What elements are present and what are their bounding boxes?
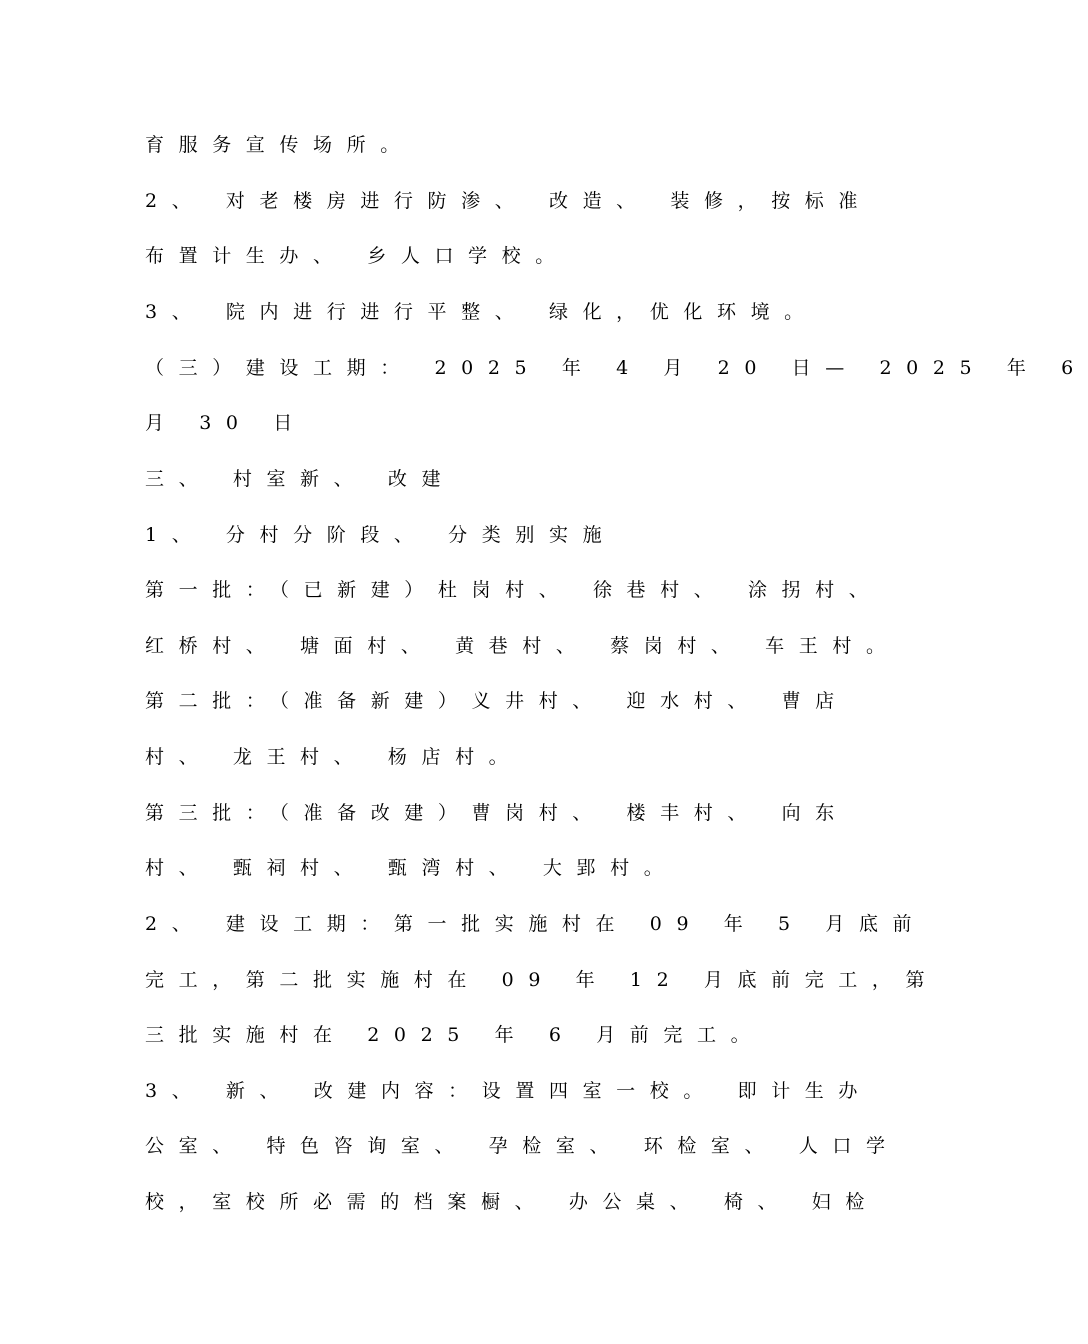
text-line-20: 校，室校所必需的档案橱、 办公桌、 椅、 妇检 <box>145 1191 879 1213</box>
text-line-9: 第一批：（已新建）杜岗村、 徐巷村、 涂拐村、 <box>145 579 883 601</box>
text-line-1: 育服务宣传场所。 <box>145 134 414 156</box>
text-line-16: 完工，第二批实施村在 09 年 12 月底前完工，第 <box>145 969 940 991</box>
text-line-18: 3、 新、 改建内容：设置四室一校。 即计生办 <box>145 1080 873 1102</box>
text-line-13: 第三批：（准备改建）曹岗村、 楼丰村、 向东 <box>145 802 849 824</box>
text-line-4: 3、 院内进行进行平整、 绿化，优化环境。 <box>145 301 818 323</box>
text-line-5: （三）建设工期： 2025 年 4 月 20 日— 2025 年 6 <box>145 357 1088 379</box>
text-line-12: 村、 龙王村、 杨店村。 <box>145 746 523 768</box>
text-line-11: 第二批：（准备新建）义井村、 迎水村、 曹店 <box>145 690 849 712</box>
text-line-17: 三批实施村在 2025 年 6 月前完工。 <box>145 1024 765 1046</box>
text-line-2: 2、 对老楼房进行防渗、 改造、 装修，按标准 <box>145 190 873 212</box>
text-line-15: 2、 建设工期：第一批实施村在 09 年 5 月底前 <box>145 913 927 935</box>
section-heading: 三、 村室新、 改建 <box>145 468 456 490</box>
text-line-19: 公室、 特色咨询室、 孕检室、 环检室、 人口学 <box>145 1135 900 1157</box>
text-line-10: 红桥村、 塘面村、 黄巷村、 蔡岗村、 车王村。 <box>145 635 900 657</box>
text-line-8: 1、 分村分阶段、 分类别实施 <box>145 524 617 546</box>
text-line-3: 布置计生办、 乡人口学校。 <box>145 245 569 267</box>
text-line-14: 村、 甄祠村、 甄湾村、 大郢村。 <box>145 857 678 879</box>
text-line-6: 月 30 日 <box>145 412 307 434</box>
